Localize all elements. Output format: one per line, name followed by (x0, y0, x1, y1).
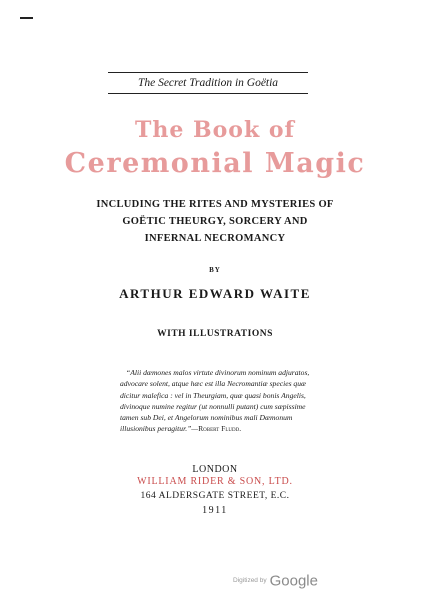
imprint-publisher: WILLIAM RIDER & SON, LTD. (137, 476, 293, 487)
google-logo: Google (269, 572, 318, 590)
imprint-year: 1911 (202, 505, 228, 516)
epigraph-line (120, 423, 325, 434)
book-title-line-1: The Book of (134, 117, 295, 143)
series-title-box (108, 72, 308, 94)
google-digitized-watermark (233, 572, 318, 590)
by-label: BY (209, 266, 221, 274)
epigraph-line: divinoque numine regitur (ut nonnulli putant) cum sæpissime (120, 401, 306, 411)
epigraph-attribution: Robert Fludd. (198, 424, 242, 434)
digitized-by-text: Digitized by (233, 577, 267, 585)
imprint-address: 164 ALDERSGATE STREET, E.C. (140, 491, 290, 501)
margin-dash-mark (20, 17, 33, 19)
book-title-line-2: Ceremonial Magic (64, 148, 366, 179)
with-illustrations-label: WITH ILLUSTRATIONS (157, 329, 273, 339)
subtitle-line-1: INCLUDING THE RITES AND MYSTERIES OF (96, 199, 334, 210)
latin-epigraph (120, 367, 325, 435)
epigraph-line: tamen sub Dei, et Angelorum nominibus mali Dæmonum (120, 413, 293, 423)
author-name: ARTHUR EDWARD WAITE (119, 286, 311, 301)
epigraph-last-text: illusionibus peragitur.”— (120, 424, 199, 434)
epigraph-line: “Alii dæmones malos virtute divinorum nominum adjuratos, (126, 368, 310, 377)
series-title: The Secret Tradition in Goëtia (137, 77, 279, 89)
epigraph-line: dicitur malefica : vel in Theurgiam, quæ quasi bonis Angelis, (120, 390, 306, 400)
subtitle-line-2: GOËTIC THEURGY, SORCERY AND (122, 216, 308, 227)
subtitle-line-3: INFERNAL NECROMANCY (144, 233, 286, 244)
epigraph-line: advocare solent, atque hæc est illa Necromantiæ species quæ (120, 379, 307, 389)
imprint-city: LONDON (192, 464, 238, 475)
